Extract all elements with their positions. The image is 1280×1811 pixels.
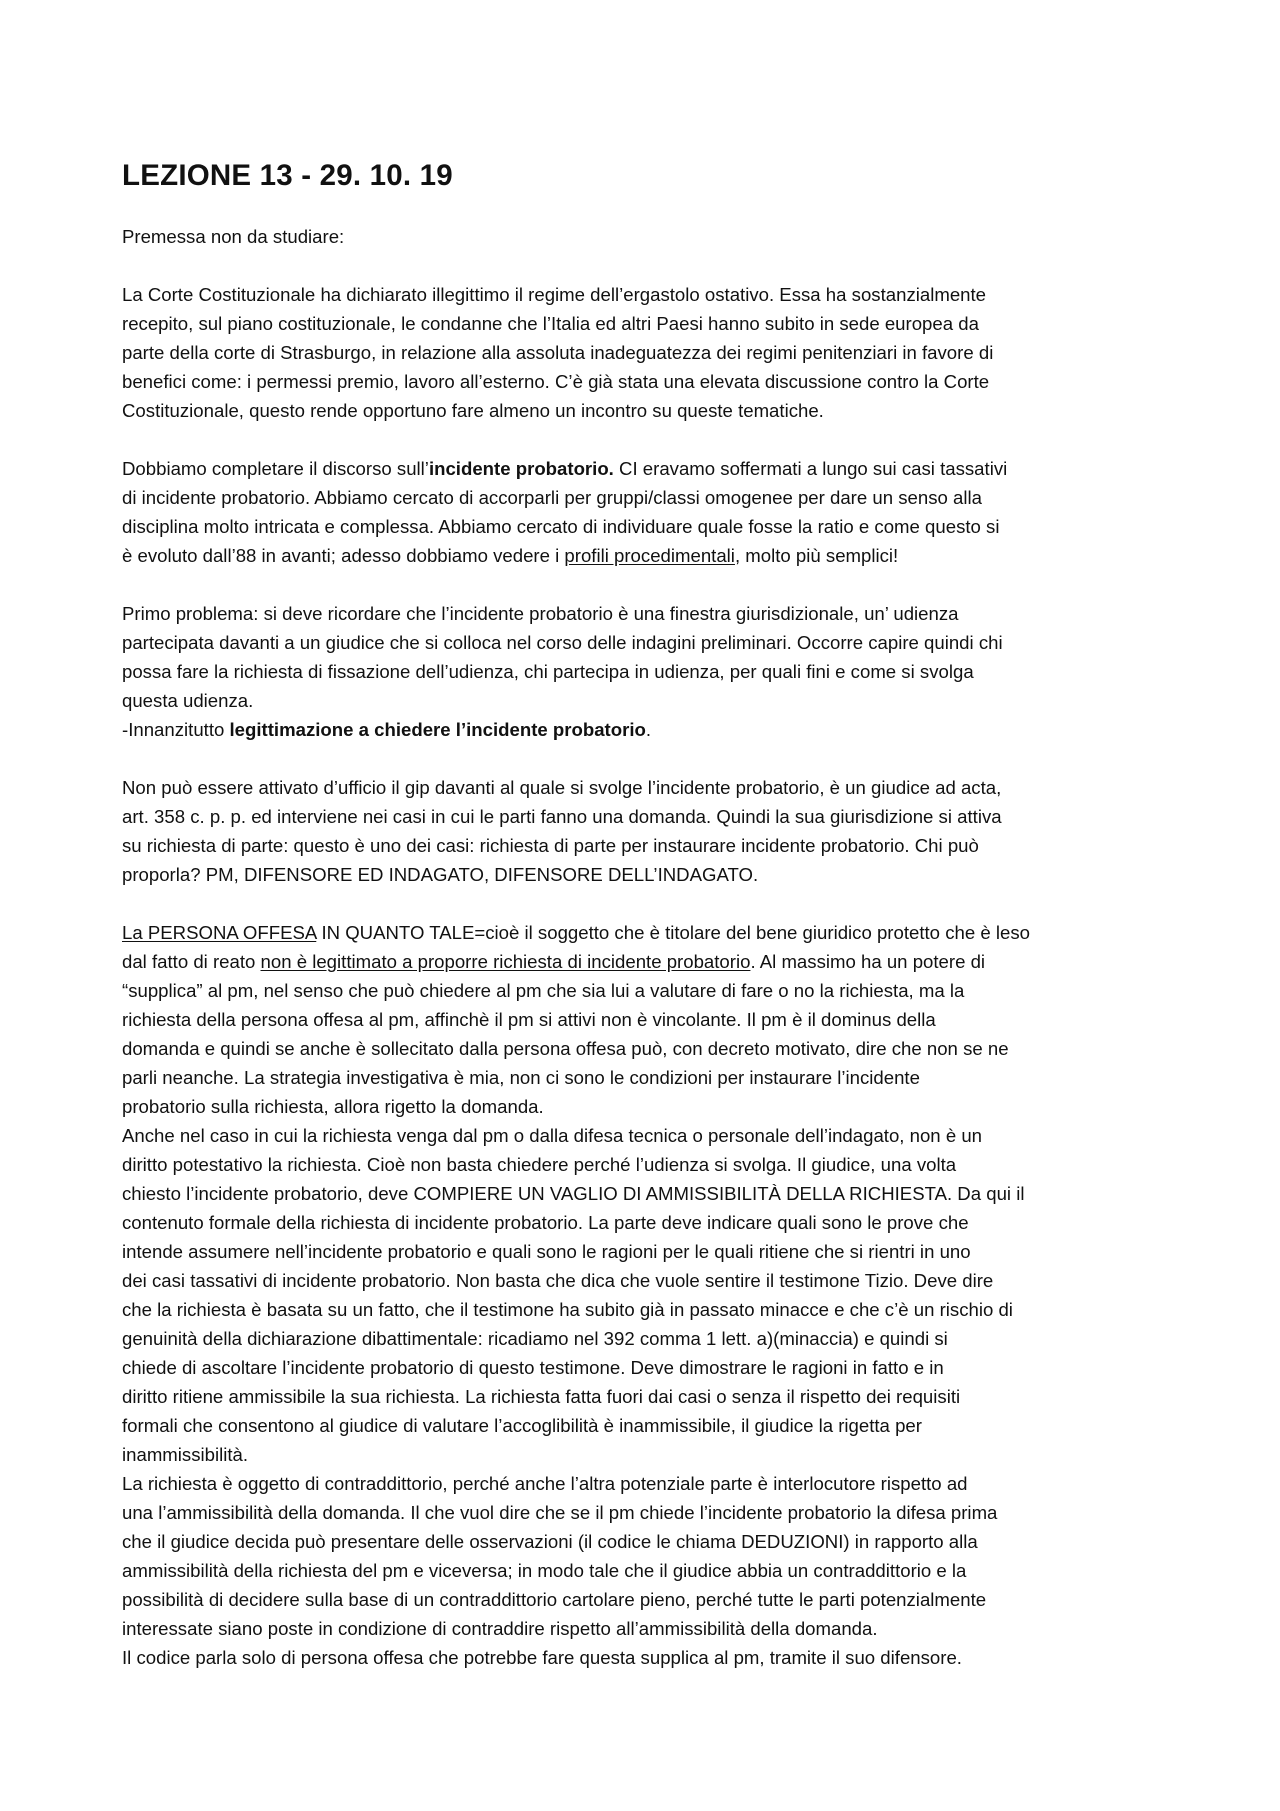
text-line: questa udienza. (122, 690, 254, 711)
text-run: dal fatto di reato (122, 951, 261, 972)
text-line: disciplina molto intricata e complessa. Abbiamo cercato di individuare quale fosse la ratio e come questo si (122, 516, 1000, 537)
text-line: benefici come: i permessi premio, lavoro all’esterno. C’è già stata una elevata discussione contro la Corte (122, 371, 990, 392)
text-line: chiede di ascoltare l’incidente probatorio di questo testimone. Deve dimostrare le ragioni in fatto e in (122, 1357, 944, 1378)
text-line: diritto potestativo la richiesta. Cioè non basta chiedere perché l’udienza si svolga. Il giudice, una volta (122, 1154, 957, 1175)
underlined-term: profili procedimentali (564, 545, 735, 566)
text-line: domanda e quindi se anche è sollecitato dalla persona offesa può, con decreto motivato, dire che non se ne (122, 1038, 1009, 1059)
premessa-line: Premessa non da studiare: (122, 226, 345, 247)
text-line: La richiesta è oggetto di contraddittorio, perché anche l’altra potenziale parte è interlocutore rispetto ad (122, 1473, 968, 1494)
text-line: Anche nel caso in cui la richiesta venga dal pm o dalla difesa tecnica o personale dell’indagato, non è un (122, 1125, 983, 1146)
text-line (122, 541, 1162, 570)
text-line: “supplica” al pm, nel senso che può chiedere al pm che sia lui a valutare di fare o no la richiesta, ma la (122, 980, 965, 1001)
premessa-paragraph (122, 222, 1162, 251)
text-line: contenuto formale della richiesta di incidente probatorio. La parte deve indicare quali sono le prove che (122, 1212, 969, 1233)
text-line: su richiesta di parte: questo è uno dei casi: richiesta di parte per instaurare incidente probatorio. Chi può (122, 835, 979, 856)
text-line: possa fare la richiesta di fissazione dell’udienza, chi partecipa in udienza, per quali fini e come si svolga (122, 661, 974, 682)
text-line: possibilità di decidere sulla base di un contraddittorio cartolare pieno, perché tutte le parti potenzialmente (122, 1589, 987, 1610)
text-run: Dobbiamo completare il discorso sull’ (122, 458, 429, 479)
text-line: che la richiesta è basata su un fatto, che il testimone ha subito già in passato minacce e che c’è un rischio di (122, 1299, 1013, 1320)
text-run: . (645, 719, 652, 740)
paragraph-primo-problema (122, 599, 1162, 744)
text-line: formali che consentono al giudice di valutare l’accoglibilità è inammissibile, il giudice la rigetta per (122, 1415, 922, 1436)
text-line: inammissibilità. (122, 1444, 249, 1465)
text-line: che il giudice decida può presentare delle osservazioni (il codice le chiama DEDUZIONI) in rapporto alla (122, 1531, 978, 1552)
text-line: richiesta della persona offesa al pm, affinchè il pm si attivi non è vincolante. Il pm è il dominus della (122, 1009, 936, 1030)
text-line: chiesto l’incidente probatorio, deve COMPIERE UN VAGLIO DI AMMISSIBILITÀ DELLA RICHIESTA. Da qui il (122, 1183, 1025, 1204)
paragraph-corte-costituzionale (122, 280, 1162, 425)
text-line (122, 715, 1162, 744)
paragraph-gip (122, 773, 1162, 889)
text-line: genuinità della dichiarazione dibattimentale: ricadiamo nel 392 comma 1 lett. a)(minaccia) e quindi si (122, 1328, 948, 1349)
text-line: partecipata davanti a un giudice che si colloca nel corso delle indagini preliminari. Occorre capire quindi chi (122, 632, 1003, 653)
text-line: parli neanche. La strategia investigativa è mia, non ci sono le condizioni per instaurare l’incidente (122, 1067, 920, 1088)
bold-term: legittimazione a chiedere l’incidente probatorio (229, 719, 646, 740)
paragraph-persona-offesa (122, 918, 1162, 1672)
bold-term: incidente probatorio. (428, 458, 614, 479)
underlined-term: La PERSONA OFFESA (122, 922, 317, 943)
text-line: Il codice parla solo di persona offesa che potrebbe fare questa supplica al pm, tramite il suo difensore. (122, 1647, 962, 1668)
paragraph-incidente-probatorio (122, 454, 1162, 570)
text-line: La Corte Costituzionale ha dichiarato illegittimo il regime dell’ergastolo ostativo. Essa ha sostanzialmente (122, 284, 987, 305)
text-line: probatorio sulla richiesta, allora rigetto la domanda. (122, 1096, 544, 1117)
text-line (122, 947, 1162, 976)
text-line: Costituzionale, questo rende opportuno fare almeno un incontro su queste tematiche. (122, 400, 824, 421)
text-line: una l’ammissibilità della domanda. Il che vuol dire che se il pm chiede l’incidente probatorio la difesa prima (122, 1502, 998, 1523)
document-page (122, 158, 1162, 1672)
text-line: dei casi tassativi di incidente probatorio. Non basta che dica che vuole sentire il testimone Tizio. Deve dire (122, 1270, 994, 1291)
text-run: , molto più semplici! (734, 545, 899, 566)
text-line (122, 454, 1162, 483)
text-line: intende assumere nell’incidente probatorio e quali sono le ragioni per le quali ritiene che si rientri in uno (122, 1241, 971, 1262)
text-run: . Al massimo ha un potere di (750, 951, 986, 972)
text-line: di incidente probatorio. Abbiamo cercato di accorparli per gruppi/classi omogenee per dare un senso alla (122, 487, 982, 508)
text-run: è evoluto dall’88 in avanti; adesso dobbiamo vedere i (122, 545, 565, 566)
text-line: diritto ritiene ammissibile la sua richiesta. La richiesta fatta fuori dai casi o senza il rispetto dei requisiti (122, 1386, 961, 1407)
text-line: parte della corte di Strasburgo, in relazione alla assoluta inadeguatezza dei regimi penitenziari in favore di (122, 342, 994, 363)
text-line (122, 918, 1162, 947)
page-title: LEZIONE 13 - 29. 10. 19 (122, 159, 453, 192)
text-line: Primo problema: si deve ricordare che l’incidente probatorio è una finestra giurisdizionale, un’ udienza (122, 603, 959, 624)
text-run: IN QUANTO TALE=cioè il soggetto che è titolare del bene giuridico protetto che è leso (316, 922, 1030, 943)
text-line: recepito, sul piano costituzionale, le condanne che l’Italia ed altri Paesi hanno subito in sede europea da (122, 313, 979, 334)
underlined-term: non è legittimato a proporre richiesta di incidente probatorio (260, 951, 751, 972)
text-run: -Innanzitutto (122, 719, 230, 740)
text-line: Non può essere attivato d’ufficio il gip davanti al quale si svolge l’incidente probatorio, è un giudice ad acta, (122, 777, 1002, 798)
text-line: ammissibilità della richiesta del pm e viceversa; in modo tale che il giudice abbia un contraddittorio e la (122, 1560, 967, 1581)
text-line: interessate siano poste in condizione di contraddire rispetto all’ammissibilità della domanda. (122, 1618, 878, 1639)
text-line: art. 358 c. p. p. ed interviene nei casi in cui le parti fanno una domanda. Quindi la sua giurisdizione si attiva (122, 806, 1002, 827)
text-run: CI eravamo soffermati a lungo sui casi tassativi (613, 458, 1008, 479)
text-line: proporla? PM, DIFENSORE ED INDAGATO, DIFENSORE DELL’INDAGATO. (122, 864, 759, 885)
